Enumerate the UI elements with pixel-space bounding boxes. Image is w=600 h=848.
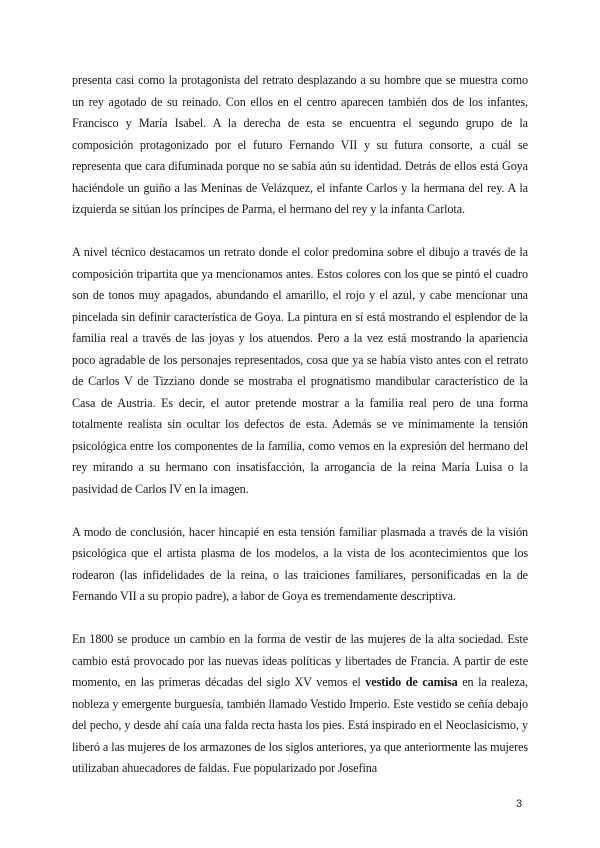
paragraph: presenta casi como la protagonista del retrato desplazando a su hombre que se muestra como un rey agotado de su reinado. Con ellos en el centro aparecen también dos de los infantes, Francisco y María Isabel. A la derecha de esta se encuentra el segundo grupo de la composición protagonizado por el futuro Fernando VII y su futura consorte, a cuál se representa que cara difuminada porque no se sabía aún su identidad. Detrás de ellos está Goya haciéndole un guiño a las Meninas de Velázquez, el infante Carlos y la hermana del rey. A la izquierda se sitúan los príncipes de Parma, el hermano del rey y la infanta Carlota. bbox=[72, 73, 528, 216]
paragraph: A nivel técnico destacamos un retrato donde el color predomina sobre el dibujo a través de la composición tripartita que ya mencionamos antes. Estos colores con los que se pintó el cuadro son de tonos muy apagados, abundando el amarillo, el rojo y el azul, y cabe mencionar una pincelada sin definir característica de Goya. La pintura en sí está mostrando el esplendor de la familia real a través de las joyas y los atuendos. Pero a la vez está mostrando la apariencia poco agradable de los personajes representados, cosa que ya se había visto antes con el retrato de Carlos V de Tizziano donde se mostraba el prognatismo mandibular característico de la Casa de Austria. Es decir, el autor pretende mostrar a la familia real pero de una forma totalmente realista sin ocultar los defectos de esta. Además se ve mínimamente la tensión psicológica entre los componentes de la familia, como vemos en la expresión del hermano del rey mirando a su hermano con insatisfacción, la arrogancia de la reina María Luisa o la pasividad de Carlos IV en la imagen. bbox=[72, 245, 528, 496]
paragraph-text: En 1800 se produce un cambio en la forma de vestir de las mujeres de la alta sociedad. Este cambio está provocado por las nuevas ideas políticas y libertades de Francia. A partir de este momento, en las primeras décadas del siglo XV vemos el bbox=[72, 632, 528, 689]
paragraph-text: en la realeza, nobleza y emergente burguesía, también llamado Vestido Imperio. Este vestido se ceñía debajo del pecho, y desde ahí caía una falda recta hasta los pies. Está inspirado en el Neoclasicismo, y liberó a las mujeres de los armazones de los siglos anteriores, ya que anteriormente las mujeres utilizaban ahuecadores de faldas. Fue popularizado por Josefina bbox=[72, 675, 529, 775]
paragraph: A modo de conclusión, hacer hincapié en esta tensión familiar plasmada a través de la visión psicológica que el artista plasma de los modelos, a la vista de los acontecimientos que los rodearon (las infidelidades de la reina, o las traiciones familiares, personificadas en la de Fernando VII a su propio padre), a labor de Goya es tremendamente descriptiva. bbox=[72, 524, 528, 603]
paragraph bbox=[72, 629, 528, 780]
bold-term: vestido de camisa bbox=[365, 675, 458, 689]
body-text bbox=[72, 70, 528, 780]
page-number: 3 bbox=[516, 798, 523, 810]
